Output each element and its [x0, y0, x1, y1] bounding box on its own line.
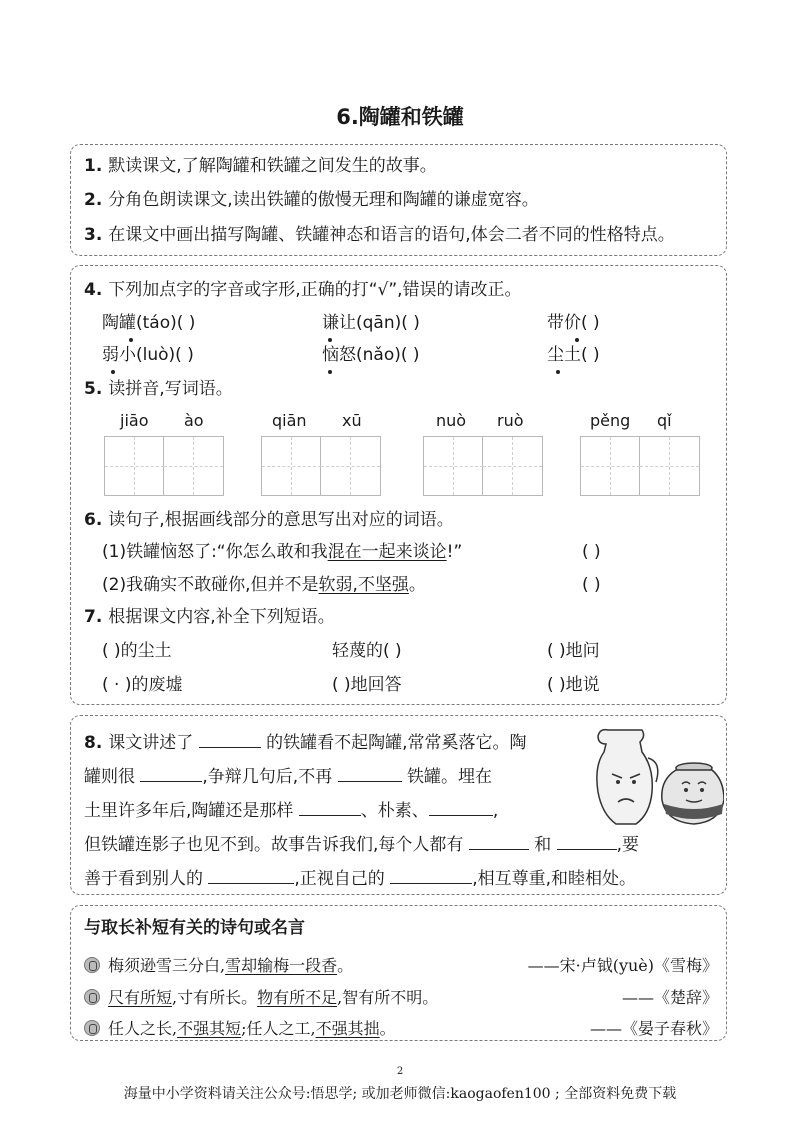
- blank[interactable]: [390, 866, 472, 884]
- quotes-heading: 与取长补短有关的诗句或名言: [84, 918, 305, 938]
- question-3: 3. 在课文中画出描写陶罐、铁罐神态和语言的语句,体会二者不同的性格特点。: [84, 225, 675, 245]
- q6-answer-1[interactable]: ( ): [582, 542, 601, 562]
- q8-line-3: 土里许多年后,陶罐还是那样 、朴素、 ,: [84, 798, 498, 822]
- plum-icon: [84, 957, 100, 973]
- writing-grid-1[interactable]: [104, 436, 224, 496]
- q6-sentence-2: (2)我确实不敢碰你,但并不是软弱,不坚强。: [102, 575, 426, 595]
- grid-cell[interactable]: [581, 437, 640, 495]
- question-1: 1. 默读课文,了解陶罐和铁罐之间发生的故事。: [84, 156, 437, 176]
- pinyin-4b: qǐ: [657, 411, 672, 430]
- pinyin-3a: nuò: [436, 411, 467, 430]
- grid-cell[interactable]: [321, 437, 380, 495]
- question-5: 5. 读拼音,写词语。: [84, 379, 233, 399]
- blank[interactable]: [469, 832, 529, 850]
- q4-item-1: 陶罐(táo)( ): [102, 313, 196, 333]
- blank[interactable]: [557, 832, 617, 850]
- q4-item-6: 尘土( ): [547, 345, 600, 365]
- emphasis-dot: [129, 338, 133, 342]
- question-6: 6. 读句子,根据画线部分的意思写出对应的词语。: [84, 510, 454, 530]
- footer-text: 海量中小学资料请关注公众号:悟思学; 或加老师微信:kaogaofen100 ; 全部资料免费下载: [123, 1086, 677, 1102]
- plum-icon: [84, 989, 100, 1005]
- page-number: 2: [396, 1066, 404, 1077]
- grid-cell[interactable]: [640, 437, 699, 495]
- q4-item-4: 弱小(luò)( ): [102, 345, 194, 365]
- q6-sentence-1: (1)铁罐恼怒了:“你怎么敢和我混在一起来谈论!”: [102, 542, 463, 562]
- question-4: 4. 下列加点字的字音或字形,正确的打“√”,错误的请改正。: [84, 280, 522, 300]
- q4-item-2: 谦让(qān)( ): [322, 313, 420, 333]
- writing-grid-4[interactable]: [580, 436, 700, 496]
- emphasis-dot: [556, 370, 560, 374]
- pot-illustration: [590, 722, 724, 832]
- q7-item-5[interactable]: ( )地回答: [332, 675, 402, 695]
- grid-cell[interactable]: [164, 437, 223, 495]
- writing-grid-3[interactable]: [423, 436, 543, 496]
- page-title: 6.陶罐和铁罐: [336, 105, 464, 129]
- q8-line-5: 善于看到别人的 ,正视自己的 ,相互尊重,和睦相处。: [84, 866, 636, 890]
- q7-item-4[interactable]: ( · )的废墟: [102, 675, 183, 695]
- blank[interactable]: [429, 798, 493, 816]
- q8-line-2: 罐则很 ,争辩几句后,不再 铁罐。埋在: [84, 764, 492, 788]
- quote-1: 梅须逊雪三分白,雪却输梅一段香。: [84, 953, 353, 976]
- emphasis-dot: [328, 338, 332, 342]
- emphasis-dot: [328, 370, 332, 374]
- q7-item-3[interactable]: ( )地问: [547, 641, 600, 661]
- emphasis-dot: [111, 370, 115, 374]
- blank[interactable]: [299, 798, 361, 816]
- blank[interactable]: [199, 730, 261, 748]
- quote-3: 任人之长,不强其短;任人之工,不强其拙。: [84, 1016, 396, 1039]
- q8-line-1-text: 8. 课文讲述了 的铁罐看不起陶罐,常常奚落它。陶: [84, 730, 527, 754]
- pinyin-2b: xū: [342, 411, 362, 430]
- pinyin-2a: qiān: [272, 411, 307, 430]
- q7-item-6[interactable]: ( )地说: [547, 675, 600, 695]
- grid-cell[interactable]: [424, 437, 483, 495]
- q6-answer-2[interactable]: ( ): [582, 575, 601, 595]
- pinyin-1b: ào: [184, 411, 204, 430]
- grid-cell[interactable]: [262, 437, 321, 495]
- quote-2: 尺有所短,寸有所长。物有所不足,智有所不明。: [84, 985, 438, 1008]
- grid-cell[interactable]: [105, 437, 164, 495]
- question-2: 2. 分角色朗读课文,读出铁罐的傲慢无理和陶罐的谦虚宽容。: [84, 190, 539, 210]
- grid-cell[interactable]: [483, 437, 542, 495]
- q4-item-5: 恼怒(nǎo)( ): [322, 345, 420, 365]
- iron-pot-icon: [597, 730, 658, 824]
- blank[interactable]: [140, 764, 202, 782]
- pinyin-3b: ruò: [497, 411, 524, 430]
- quote-2-source: ——《楚辞》: [621, 988, 718, 1007]
- q4-item-3: 带价( ): [547, 313, 600, 333]
- quote-1-source: ——宋·卢钺(yuè)《雪梅》: [527, 956, 718, 975]
- q7-item-1[interactable]: ( )的尘土: [102, 641, 172, 661]
- blank[interactable]: [208, 866, 294, 884]
- q8-line-4: 但铁罐连影子也见不到。故事告诉我们,每个人都有 和 ,要: [84, 832, 639, 856]
- emphasis-dot: [575, 338, 579, 342]
- pinyin-1a: jiāo: [120, 411, 149, 430]
- quote-3-source: ——《晏子春秋》: [589, 1019, 718, 1038]
- writing-grid-2[interactable]: [261, 436, 381, 496]
- q7-item-2[interactable]: 轻蔑的( ): [332, 641, 402, 661]
- plum-icon: [84, 1020, 100, 1036]
- question-7: 7. 根据课文内容,补全下列短语。: [84, 607, 335, 627]
- clay-pot-icon: [662, 763, 724, 824]
- blank[interactable]: [338, 764, 402, 782]
- pinyin-4a: pěng: [590, 411, 631, 430]
